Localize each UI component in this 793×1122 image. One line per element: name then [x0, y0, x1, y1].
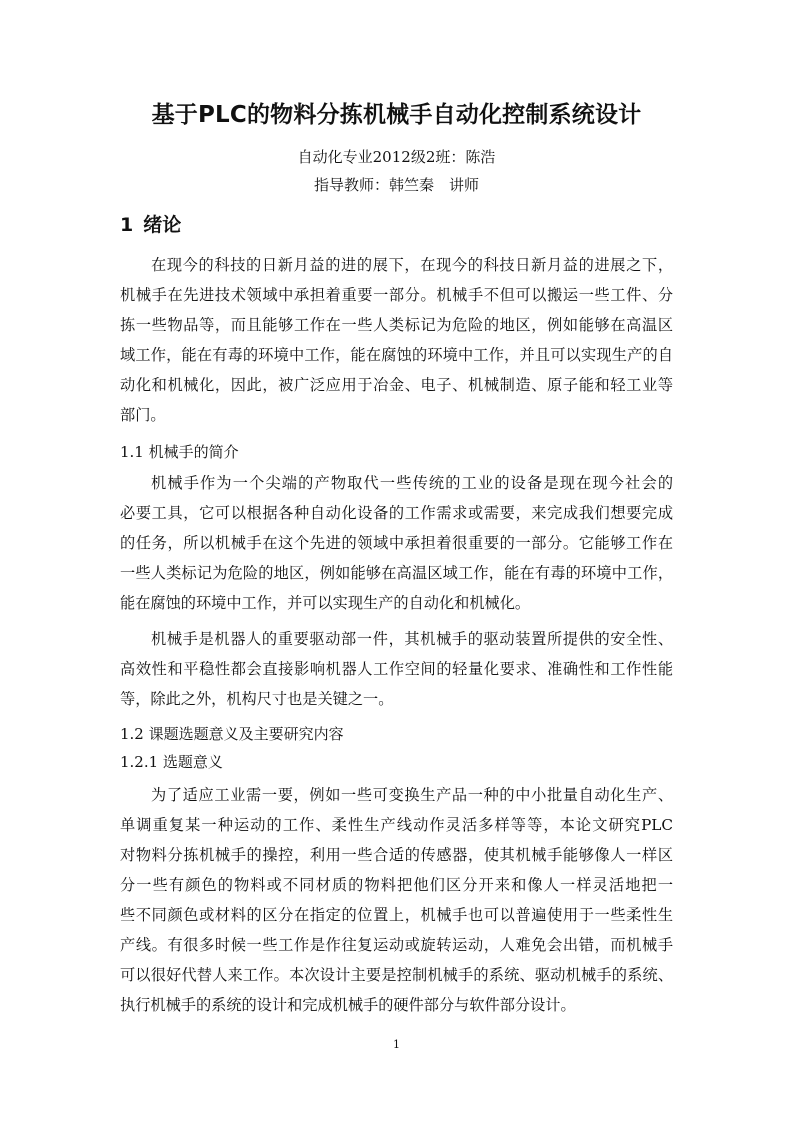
paragraph-line: 一些人类标记为危险的地区，例如能够在高温区域工作，能在有毒的环境中工作，	[120, 564, 673, 582]
paragraph-line: 拣一些物品等，而且能够工作在一些人类标记为危险的地区，例如能够在高温区	[120, 316, 673, 334]
section-heading-1-2-1: 1.2.1 选题意义	[120, 753, 223, 771]
paper-title: 基于PLC的物料分拣机械手自动化控制系统设计	[151, 102, 642, 128]
paragraph-line: 执行机械手的系统的设计和完成机械手的硬件部分与软件部分设计。	[120, 996, 576, 1014]
section-title: 绪论	[143, 214, 182, 236]
section-heading-1-1: 1.1 机械手的简介	[120, 443, 239, 461]
paragraph-line: 动化和机械化，因此，被广泛应用于冶金、电子、机械制造、原子能和轻工业等	[120, 376, 673, 394]
paragraph-line: 分一些有颜色的物料或不同材质的物料把他们区分开来和像人一样灵活地把一	[120, 876, 673, 894]
paragraph-drive	[120, 624, 673, 714]
paragraph-line: 的任务，所以机械手在这个先进的领域中承担着很重要的一部分。它能够工作在	[120, 534, 673, 552]
page-number: 1	[393, 1038, 400, 1051]
section-heading-1	[120, 212, 181, 238]
paragraph-line: 机械手作为一个尖端的产物取代一些传统的工业的设备是现在现今社会的	[151, 474, 673, 492]
paragraph-robot-intro	[120, 468, 673, 618]
paragraph-line: 机械手在先进技术领域中承担着重要一部分。机械手不但可以搬运一些工件、分	[120, 286, 673, 304]
advisor-line: 指导教师：韩竺秦 讲师	[313, 176, 479, 194]
paragraph-line: 单调重复某一种运动的工作、柔性生产线动作灵活多样等等，本论文研究PLC	[120, 816, 673, 834]
paragraph-line: 能在腐蚀的环境中工作，并可以实现生产的自动化和机械化。	[120, 594, 531, 612]
paragraph-line: 产线。有很多时候一些工作是作往复运动或旋转运动，人难免会出错，而机械手	[120, 936, 673, 954]
paragraph-line: 必要工具，它可以根据各种自动化设备的工作需求或需要，来完成我们想要完成	[120, 504, 673, 522]
paragraph-significance	[120, 780, 673, 1020]
paragraph-line: 等，除此之外，机构尺寸也是关键之一。	[120, 690, 394, 708]
paragraph-line: 部门。	[120, 406, 166, 424]
author-line: 自动化专业2012级2班：陈浩	[297, 148, 496, 166]
section-number: 1	[120, 214, 134, 236]
paragraph-line: 些不同颜色或材料的区分在指定的位置上，机械手也可以普遍使用于一些柔性生	[120, 906, 673, 924]
paragraph-intro	[120, 250, 673, 430]
section-heading-1-2: 1.2 课题选题意义及主要研究内容	[120, 725, 344, 743]
paragraph-line: 在现今的科技的日新月益的进的展下，在现今的科技日新月益的进展之下，	[151, 256, 673, 274]
paragraph-line: 域工作，能在有毒的环境中工作，能在腐蚀的环境中工作，并且可以实现生产的自	[120, 346, 673, 364]
paragraph-line: 为了适应工业需一要，例如一些可变换生产品一种的中小批量自动化生产、	[151, 786, 673, 804]
paragraph-line: 高效性和平稳性都会直接影响机器人工作空间的轻量化要求、准确性和工作性能	[120, 660, 673, 678]
paragraph-line: 机械手是机器人的重要驱动部一件，其机械手的驱动装置所提供的安全性、	[151, 630, 673, 648]
paragraph-line: 可以很好代替人来工作。本次设计主要是控制机械手的系统、驱动机械手的系统、	[120, 966, 673, 984]
paragraph-line: 对物料分拣机械手的操控，利用一些合适的传感器，使其机械手能够像人一样区	[120, 846, 673, 864]
